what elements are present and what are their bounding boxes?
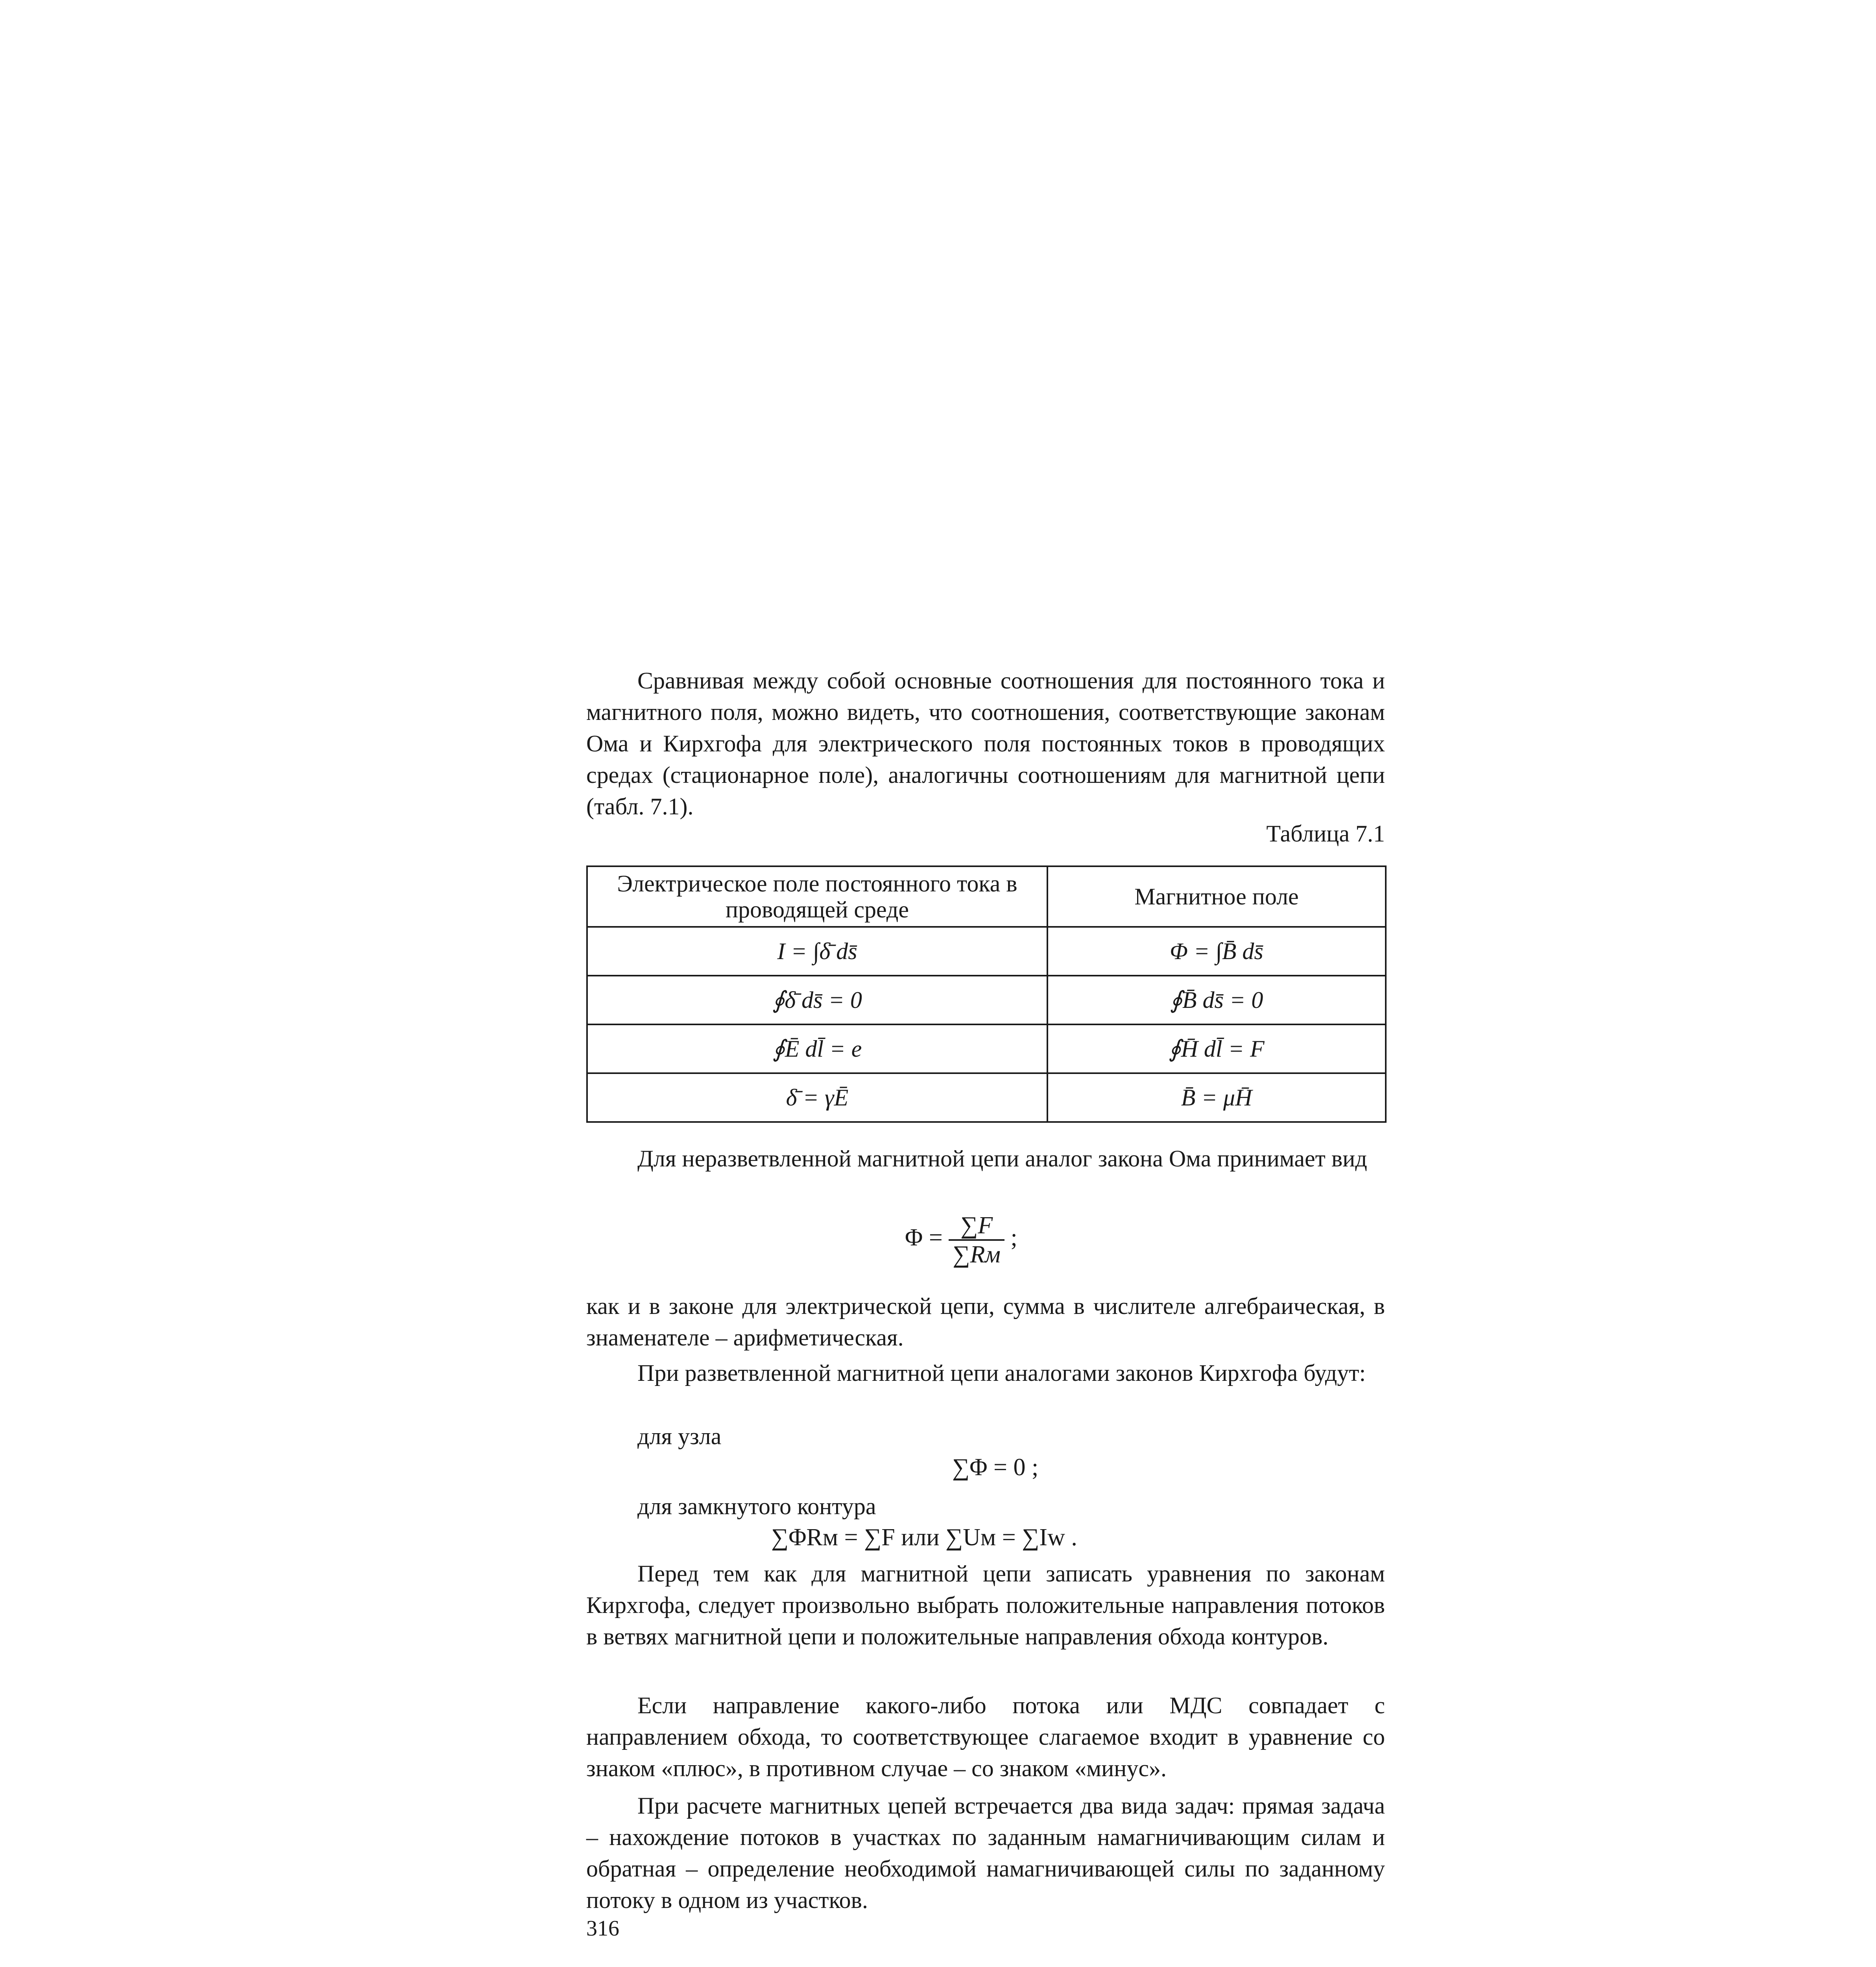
ohm-formula-denominator: ∑Rм <box>953 1241 1001 1268</box>
direction-paragraph: Перед тем как для магнитной цепи записать уравнения по законам Кирхгофа, следует произвольно выбрать положительные направления потоков в ветвях магнитной цепи и положительные направления обхода контуров. <box>586 1561 1385 1650</box>
node-formula: ∑Φ = 0 ; <box>952 1454 1039 1481</box>
sign-paragraph: Если направление какого-либо потока или МДС совпадает с направлением обхода, то соответствующее слагаемое входит в уравнение со знаком «плюс», в противном случае – со знаком «минус». <box>586 1692 1385 1781</box>
table-row <box>587 976 1386 1024</box>
table-cell: I = ∫δ̄ ds̄ <box>587 927 1047 976</box>
node-label: для узла <box>637 1423 722 1449</box>
ohm-paragraph: Для неразветвленной магнитной цепи аналог закона Ома принимает вид <box>637 1146 1367 1172</box>
table-cell: δ̄ = γĒ <box>587 1073 1047 1122</box>
ohm-formula-tail: ; <box>1010 1224 1017 1251</box>
table-row <box>587 1024 1386 1073</box>
loop-formula: ∑ΦRм = ∑F или ∑Uм = ∑Iw . <box>771 1524 1077 1551</box>
table-cell: ∮δ̄ ds̄ = 0 <box>587 976 1047 1024</box>
table-cell: ∮B̄ ds̄ = 0 <box>1047 976 1386 1024</box>
table-caption: Таблица 7.1 <box>1266 821 1385 847</box>
ohm-formula-fraction <box>949 1212 1004 1268</box>
loop-label: для замкнутого контура <box>637 1493 876 1519</box>
table-cell: ∮H̄ dl̄ = F <box>1047 1024 1386 1073</box>
table-row <box>587 1073 1386 1122</box>
tasks-paragraph: При расчете магнитных цепей встречается два вида задач: прямая задача – нахождение потоков в участках по заданным намагничивающим силам и обратная – определение необходимой намагничивающей силы по заданному потоку в одном из участков. <box>586 1793 1385 1913</box>
table-cell: B̄ = μH̄ <box>1047 1073 1386 1122</box>
intro-paragraph: Сравнивая между собой основные соотношения для постоянного тока и магнитного поля, можно видеть, что соотношения, соответствующие законам Ома и Кирхгофа для электрического поля постоянных токов в проводящих средах (стационарное поле), аналогичны соотношениям для магнитной цепи (табл. 7.1). <box>586 668 1385 819</box>
page-number: 316 <box>586 1916 619 1941</box>
ohm-formula-numerator: ∑F <box>949 1212 1004 1241</box>
ohm-note: как и в законе для электрической цепи, сумма в числителе алгебраическая, в знаменателе – арифметическая. <box>586 1293 1385 1351</box>
table-cell: ∮Ē dl̄ = e <box>587 1024 1047 1073</box>
table-header-electric: Электрическое поле постоянного тока в проводящей среде <box>587 866 1047 927</box>
comparison-table <box>586 865 1387 1123</box>
ohm-formula-lhs: Φ = <box>905 1224 943 1251</box>
table-row <box>587 927 1386 976</box>
ohm-formula <box>905 1212 1017 1268</box>
table-header-magnetic: Магнитное поле <box>1047 866 1386 927</box>
kirchhoff-intro: При разветвленной магнитной цепи аналогами законов Кирхгофа будут: <box>637 1360 1366 1386</box>
table-cell: Φ = ∫B̄ ds̄ <box>1047 927 1386 976</box>
table-header-row <box>587 866 1386 927</box>
